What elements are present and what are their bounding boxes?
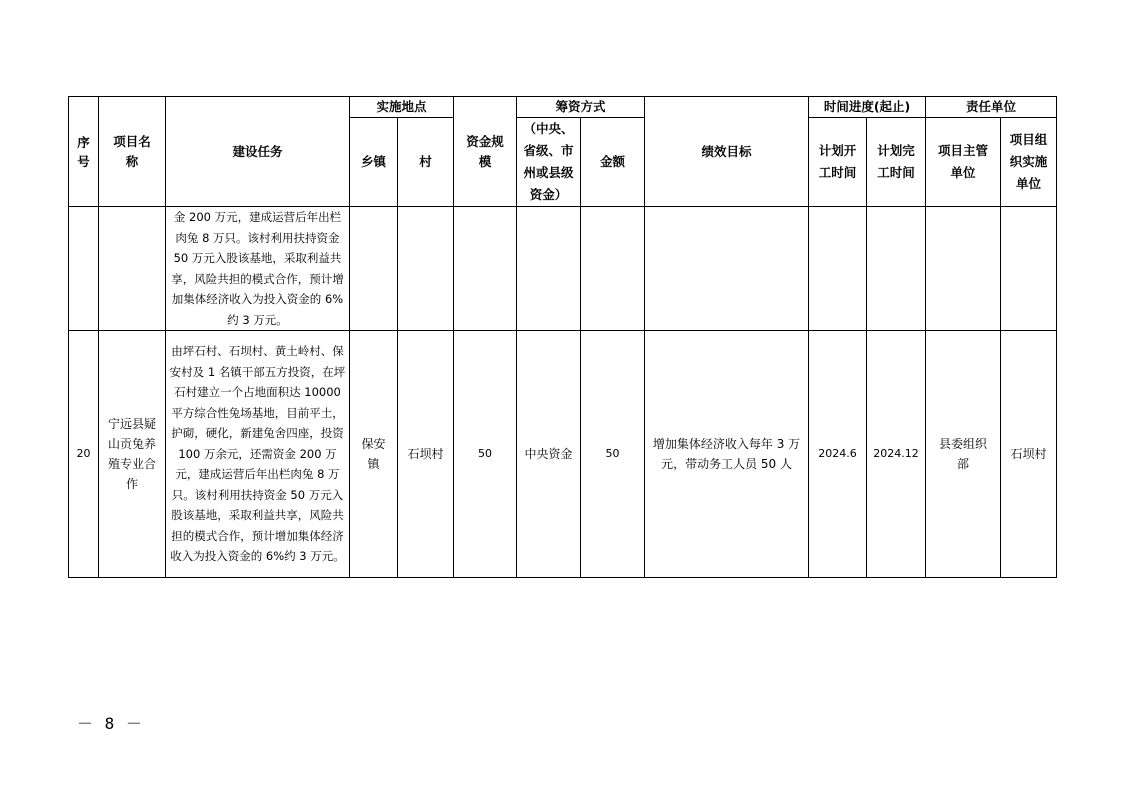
table-row-continuation <box>69 207 1057 331</box>
header-goal: 绩效目标 <box>645 97 809 207</box>
cell-township <box>350 207 398 331</box>
cell-executor <box>1001 207 1057 331</box>
header-funding-source: （中央、省级、市州或县级资金） <box>517 118 581 207</box>
cell-township: 保安镇 <box>350 331 398 578</box>
table-row-20 <box>69 331 1057 578</box>
cell-village: 石坝村 <box>398 331 454 578</box>
header-funding-method: 筹资方式 <box>517 97 645 118</box>
cell-village <box>398 207 454 331</box>
cell-task: 金 200 万元，建成运营后年出栏肉兔 8 万只。该村利用扶持资金 50 万元入股该基地，采取利益共享，风险共担的模式合作，预计增加集体经济收入为投入资金的 6%约 3 万元。 <box>166 207 350 331</box>
cell-end <box>867 207 926 331</box>
cell-start: 2024.6 <box>809 331 867 578</box>
cell-amount: 50 <box>581 331 645 578</box>
cell-supervisor: 县委组织部 <box>926 331 1001 578</box>
header-responsible: 责任单位 <box>926 97 1057 118</box>
header-project-name: 项目名称 <box>99 97 166 207</box>
cell-goal <box>645 207 809 331</box>
header-task: 建设任务 <box>166 97 350 207</box>
cell-task: 由坪石村、石坝村、黄土岭村、保安村及 1 名镇干部五方投资，在坪石村建立一个占地面积达 10000 平方综合性兔场基地，目前平土，护砌，硬化，新建兔舍四座，投资 100 万余元，还需资金 200 万元，建成运营后年出栏肉兔 8 万只。该村利用扶持资金 50 万元入股该基地，采取利益共享，风险共担的模式合作，预计增加集体经济收入为投入资金的 6%约 3 万元。 <box>166 331 350 578</box>
cell-project-name: 宁远县疑山贡兔养殖专业合作 <box>99 331 166 578</box>
cell-supervisor <box>926 207 1001 331</box>
cell-seq <box>69 207 99 331</box>
header-amount: 金额 <box>581 118 645 207</box>
header-supervisor: 项目主管单位 <box>926 118 1001 207</box>
cell-goal: 增加集体经济收入每年 3 万元，带动务工人员 50 人 <box>645 331 809 578</box>
header-location: 实施地点 <box>350 97 454 118</box>
cell-funding-source: 中央资金 <box>517 331 581 578</box>
header-end: 计划完工时间 <box>867 118 926 207</box>
cell-scale: 50 <box>454 331 517 578</box>
cell-end: 2024.12 <box>867 331 926 578</box>
page-number: － 8 － <box>77 714 143 733</box>
header-scale: 资金规模 <box>454 97 517 207</box>
header-village: 村 <box>398 118 454 207</box>
cell-amount <box>581 207 645 331</box>
cell-start <box>809 207 867 331</box>
header-schedule: 时间进度(起止) <box>809 97 926 118</box>
cell-project-name <box>99 207 166 331</box>
header-executor: 项目组织实施单位 <box>1001 118 1057 207</box>
cell-executor: 石坝村 <box>1001 331 1057 578</box>
header-township: 乡镇 <box>350 118 398 207</box>
cell-scale <box>454 207 517 331</box>
cell-funding-source <box>517 207 581 331</box>
project-table <box>68 96 1057 578</box>
cell-seq: 20 <box>69 331 99 578</box>
header-seq: 序号 <box>69 97 99 207</box>
header-start: 计划开工时间 <box>809 118 867 207</box>
